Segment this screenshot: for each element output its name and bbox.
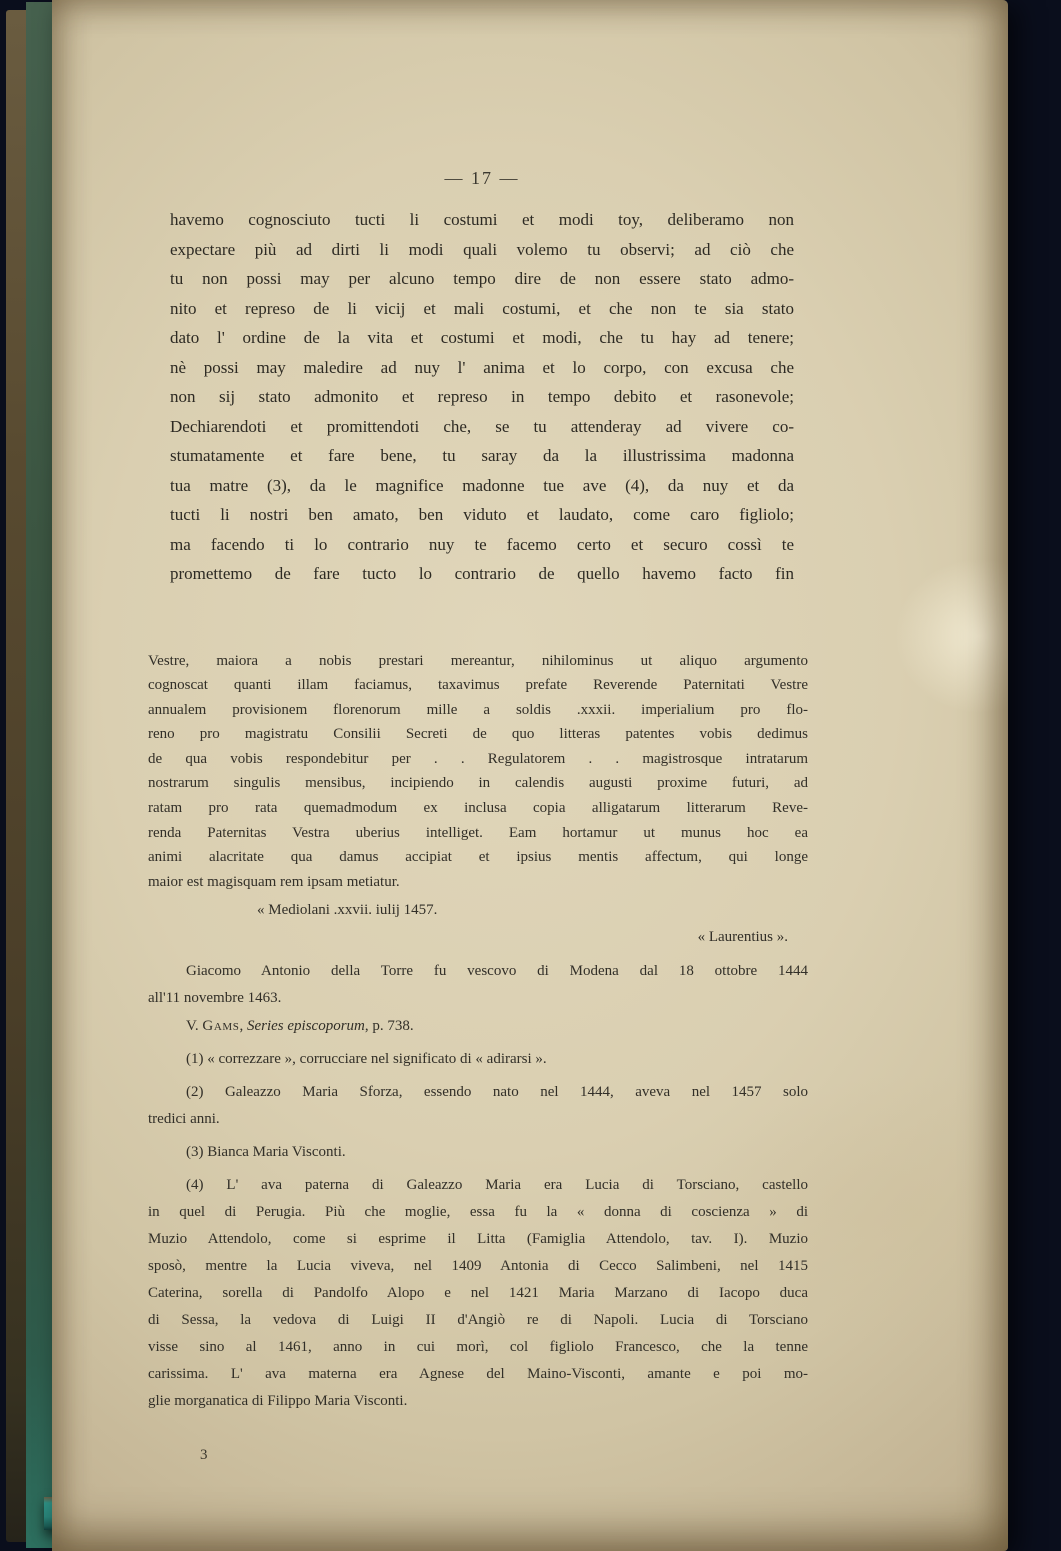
page-number: — 17 —	[444, 168, 520, 188]
bibliography-prefix: V.	[186, 1018, 203, 1035]
text-line: nè possi may maledire ad nuy l' anima et lo corpo, con excusa che	[170, 357, 794, 377]
text-line: dato l' ordine de la vita et costumi et modi, che tu hay ad tenere;	[170, 328, 794, 347]
book-page-edges	[6, 10, 28, 1542]
text-line: di Sessa, la vedova di Luigi II d'Angiò re di Napoli. Lucia di Torsciano	[148, 1312, 808, 1329]
text-line: tu non possi may per alcuno tempo dire de non essere stato admo-	[170, 269, 794, 288]
bibliography-author: Gams	[202, 1018, 240, 1035]
text-line: carissima. L' ava materna era Agnese del Maino-Visconti, amante e poi mo-	[148, 1366, 808, 1383]
text-line: renda Paternitas Vestra uberius intelliget. Eam hortamur ut munus hoc ea	[148, 824, 808, 841]
text-line: promettemo de fare tucto lo contrario de quello havemo facto fin	[170, 564, 794, 583]
text-line: sposò, mentre la Lucia viveva, nel 1409 Antonia di Cecco Salimbeni, nel 1415	[148, 1258, 808, 1275]
signature-mark: 3	[200, 1447, 208, 1464]
text-line: glie morganatica di Filippo Maria Visconti.	[148, 1393, 408, 1410]
text-line: tredici anni.	[148, 1111, 220, 1128]
text-line: de qua vobis respondebitur per . . Regulatorem . . magistrosque intratarum	[148, 750, 808, 767]
text-line: reno pro magistratu Consilii Secreti de quo litteras patentes vobis dedimus	[148, 726, 808, 743]
footnote-dateline: « Mediolani .xxvii. iulij 1457.	[257, 902, 438, 919]
text-line: stumatamente et fare bene, tu saray da la illustrissima madonna	[170, 446, 794, 465]
text-line: Caterina, sorella di Pandolfo Alopo e nel 1421 Maria Marzano di Iacopo duca	[148, 1285, 808, 1302]
footnote-bibliography	[148, 1013, 808, 1040]
text-line: all'11 novembre 1463.	[148, 990, 282, 1007]
bibliography-separator: ,	[239, 1018, 247, 1035]
text-line: ma facendo ti lo contrario nuy te facemo certo et securo cossì te	[170, 534, 794, 554]
footnote-1	[148, 1046, 808, 1073]
text-line: (1) « correzzare », corrucciare nel significato di « adirarsi ».	[186, 1051, 547, 1068]
main-text-block	[170, 205, 794, 589]
text-line: cognoscat quanti illam faciamus, taxavimus prefate Reverende Paternitati Vestre	[148, 677, 808, 694]
text-line: Vestre, maiora a nobis prestari mereantur, nihilominus ut aliquo argumento	[148, 652, 808, 669]
footnote-2	[148, 1079, 808, 1133]
text-line: Muzio Attendolo, come si esprime il Litta (Famiglia Attendolo, tav. I). Muzio	[148, 1231, 808, 1248]
text-line: (2) Galeazzo Maria Sforza, essendo nato nel 1444, aveva nel 1457 solo	[186, 1084, 808, 1101]
text-line: havemo cognosciuto tucti li costumi et modi toy, deliberamo non	[170, 210, 794, 229]
text-line: maior est magisquam rem ipsam metiatur.	[148, 873, 400, 890]
text-line: nostrarum singulis mensibus, incipiendo in calendis augusti proxime futuri, ad	[148, 775, 808, 792]
text-line: in quel di Perugia. Più che moglie, essa fu la « donna di coscienza » di	[148, 1204, 808, 1221]
book-page	[52, 0, 1008, 1551]
text-line: Giacomo Antonio della Torre fu vescovo di Modena dal 18 ottobre 1444	[186, 963, 808, 980]
text-line: expectare più ad dirti li modi quali volemo tu observi; ad ciò che	[170, 239, 794, 259]
footnote-3	[148, 1139, 808, 1166]
bibliography-pages: , p. 738.	[364, 1018, 414, 1035]
footnote-4	[148, 1172, 808, 1415]
text-line: animi alacritate qua damus accipiat et ipsius mentis affectum, qui longe	[148, 849, 808, 866]
book-cover-edge	[26, 2, 54, 1548]
text-line: (3) Bianca Maria Visconti.	[186, 1144, 346, 1161]
text-line: Dechiarendoti et promittendoti che, se tu attenderay ad vivere co-	[170, 416, 794, 436]
text-line: visse sino al 1461, anno in cui morì, col figliolo Francesco, che la tenne	[148, 1339, 808, 1356]
footnote-bishop-note	[148, 958, 808, 1012]
footnote-area	[148, 649, 808, 1465]
text-line: tucti li nostri ben amato, ben viduto et laudato, come caro figliolo;	[170, 505, 794, 524]
footnote-signature: « Laurentius ».	[697, 929, 788, 946]
text-line: non sij stato admonito et represo in tempo debito et rasonevole;	[170, 387, 794, 406]
text-line: ratam pro rata quemadmodum ex inclusa copia alligatarum litterarum Reve-	[148, 800, 808, 817]
text-line: tua matre (3), da le magnifice madonne tue ave (4), da nuy et da	[170, 475, 794, 495]
text-line: annualem provisionem florenorum mille a soldis .xxxii. imperialium pro flo-	[148, 701, 808, 718]
footnote-latin-continuation	[148, 649, 808, 895]
text-line: nito et represo de li vicij et mali costumi, et che non te sia stato	[170, 298, 794, 318]
bibliography-title: Series episcoporum	[246, 1018, 365, 1035]
text-line: (4) L' ava paterna di Galeazzo Maria era Lucia di Torsciano, castello	[186, 1177, 808, 1194]
